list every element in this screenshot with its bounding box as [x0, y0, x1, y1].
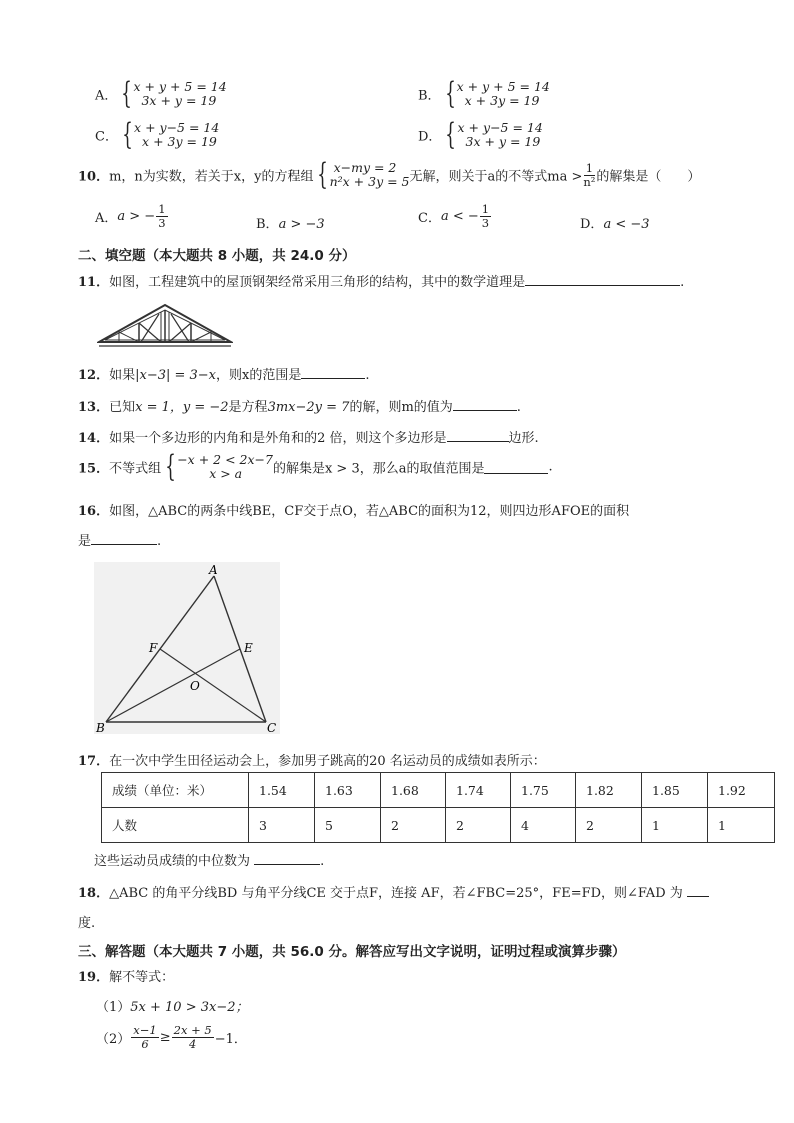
table-cell: 1.82 — [576, 773, 642, 808]
q9-option-a: A． { x + y + 5 = 14 3x + y = 19 — [95, 76, 227, 111]
table-header-count: 人数 — [102, 808, 249, 843]
triangle-median-figure — [94, 562, 280, 734]
point-e-label: E — [244, 641, 253, 655]
vertex-b-label: B — [96, 721, 105, 734]
q17-number: 17． — [78, 754, 110, 769]
q9-a-line1: x + y + 5 = 14 — [133, 79, 227, 94]
q10-number: 10． — [78, 169, 110, 185]
q9-c-line2: x + 3y = 19 — [142, 134, 217, 149]
q9-c-line1: x + y−5 = 14 — [134, 120, 220, 135]
vertex-c-label: C — [267, 721, 277, 734]
section-heading-fill-in: 二、填空题（本大题共 8 小题，共 24.0 分） — [78, 248, 356, 264]
q19-part-1: （1）5x + 10 > 3x−2； — [96, 1000, 249, 1015]
table-cell: 4 — [511, 808, 576, 843]
table-cell: 1.54 — [249, 773, 315, 808]
q11-answer-blank[interactable] — [525, 273, 680, 286]
question-12: 12．如果|x−3| = 3−x，则x的范围是 . — [78, 368, 370, 383]
q10-text-1: m，n为实数，若关于x，y的方程组 — [109, 169, 314, 185]
point-o-label: O — [190, 679, 200, 693]
q9-b-line2: x + 3y = 19 — [464, 93, 540, 108]
roof-truss-figure — [97, 302, 233, 348]
question-10: 10．m，n为实数，若关于x，y的方程组 { x−my = 2 n²x + 3y = 5 无解，则关于a的不等式ma > $\frac{1}{\text{n²}}$ 的解集是（ ） — [78, 157, 701, 192]
q18-answer-blank[interactable] — [687, 884, 709, 897]
q10-text-2: 无解，则关于a的不等式ma > — [409, 169, 583, 185]
q9-option-c: C． { x + y−5 = 14 x + 3y = 19 — [95, 117, 220, 152]
q15-number: 15． — [78, 461, 110, 477]
q9-d-line1: x + y−5 = 14 — [457, 120, 543, 135]
q11-text: 如图，工程建筑中的屋顶钢架经常采用三角形的结构，其中的数学道理是 — [109, 275, 526, 290]
question-18: 18．△ABC 的角平分线BD 与角平分线CE 交于点F，连接 AF，若∠FBC=25°，FE=FD，则∠FAD 为 — [78, 882, 709, 901]
table-cell: 2 — [446, 808, 511, 843]
table-cell: 1 — [708, 808, 775, 843]
q12-number: 12． — [78, 368, 110, 383]
table-header-score: 成绩（单位：米） — [102, 773, 249, 808]
q12-answer-blank[interactable] — [301, 366, 365, 379]
section-heading-solutions: 三、解答题（本大题共 7 小题，共 56.0 分。解答应写出文字说明，证明过程或演算步骤） — [78, 944, 626, 960]
q10-option-d: D．a < −3 — [580, 217, 650, 232]
q9-d-line2: 3x + y = 19 — [465, 134, 541, 149]
question-17-after: 这些运动员成绩的中位数为 . — [94, 854, 325, 869]
vertex-a-label: A — [209, 563, 218, 577]
table-cell: 1.74 — [446, 773, 511, 808]
q16-number: 16． — [78, 504, 110, 519]
q10-option-c: C．a < − $\frac{1}{3}$ — [418, 202, 490, 230]
table-cell: 1.63 — [315, 773, 381, 808]
table-cell: 1 — [642, 808, 708, 843]
table-cell: 1.92 — [708, 773, 775, 808]
q19-part-2: （2） $\frac{x-1}{6}$ ≥ $\frac{2x + 5}{4}$ −1． — [96, 1023, 247, 1051]
score-table — [101, 772, 775, 843]
point-f-label: F — [149, 641, 158, 655]
q10-option-a: A．a > − $\frac{1}{3}$ — [95, 202, 166, 230]
q10-text-3: 的解集是（ ） — [596, 169, 701, 185]
question-15: 15．不等式组 { −x + 2 < 2x−7 x > a 的解集是x > 3，那么a的取值范围是 . — [78, 449, 553, 484]
table-cell: 2 — [576, 808, 642, 843]
q14-number: 14． — [78, 431, 110, 446]
question-11: 11．如图，工程建筑中的屋顶钢架经常采用三角形的结构，其中的数学道理是 . — [78, 275, 685, 290]
table-cell: 1.75 — [511, 773, 576, 808]
table-row-scores — [102, 773, 775, 808]
q9-option-b: B． { x + y + 5 = 14 x + 3y = 19 — [418, 76, 550, 111]
question-13: 13．已知x = 1，y = −2是方程3mx−2y = 7的解，则m的值为 . — [78, 400, 521, 415]
q15-answer-blank[interactable] — [484, 461, 548, 474]
table-cell: 2 — [381, 808, 446, 843]
q9-option-d: D． { x + y−5 = 14 3x + y = 19 — [418, 117, 543, 152]
table-cell: 1.68 — [381, 773, 446, 808]
q10-option-b: B．a > −3 — [256, 217, 325, 232]
question-18-line2: 度. — [78, 916, 96, 931]
q14-answer-blank[interactable] — [447, 429, 509, 442]
question-16: 16．如图，△ABC的两条中线BE，CF交于点O，若△ABC的面积为12，则四边形AFOE的面积 — [78, 504, 630, 519]
table-cell: 5 — [315, 808, 381, 843]
question-17: 17．在一次中学生田径运动会上，参加男子跳高的20 名运动员的成绩如表所示： — [78, 754, 546, 769]
q16-answer-blank[interactable] — [91, 532, 157, 545]
q10-sys-line2: n²x + 3y = 5 — [329, 174, 410, 189]
q11-number: 11． — [78, 275, 110, 290]
q10-sys-line1: x−my = 2 — [333, 160, 397, 175]
q9-b-line1: x + y + 5 = 14 — [456, 79, 550, 94]
q9-a-line2: 3x + y = 19 — [141, 93, 217, 108]
table-row-counts — [102, 808, 775, 843]
q19-number: 19． — [78, 970, 110, 985]
q13-number: 13． — [78, 400, 110, 415]
table-cell: 3 — [249, 808, 315, 843]
q13-answer-blank[interactable] — [453, 398, 517, 411]
question-16-line2: 是 . — [78, 534, 162, 549]
table-cell: 1.85 — [642, 773, 708, 808]
q17-answer-blank[interactable] — [254, 852, 320, 865]
question-14: 14．如果一个多边形的内角和是外角和的2 倍，则这个多边形是 边形. — [78, 431, 539, 446]
q12-expression: |x−3| = 3−x — [135, 368, 217, 383]
q10-fraction: $\frac{1}{\text{n²}}$ — [583, 160, 596, 189]
question-19: 19．解不等式： — [78, 970, 175, 985]
q18-number: 18． — [78, 886, 110, 901]
